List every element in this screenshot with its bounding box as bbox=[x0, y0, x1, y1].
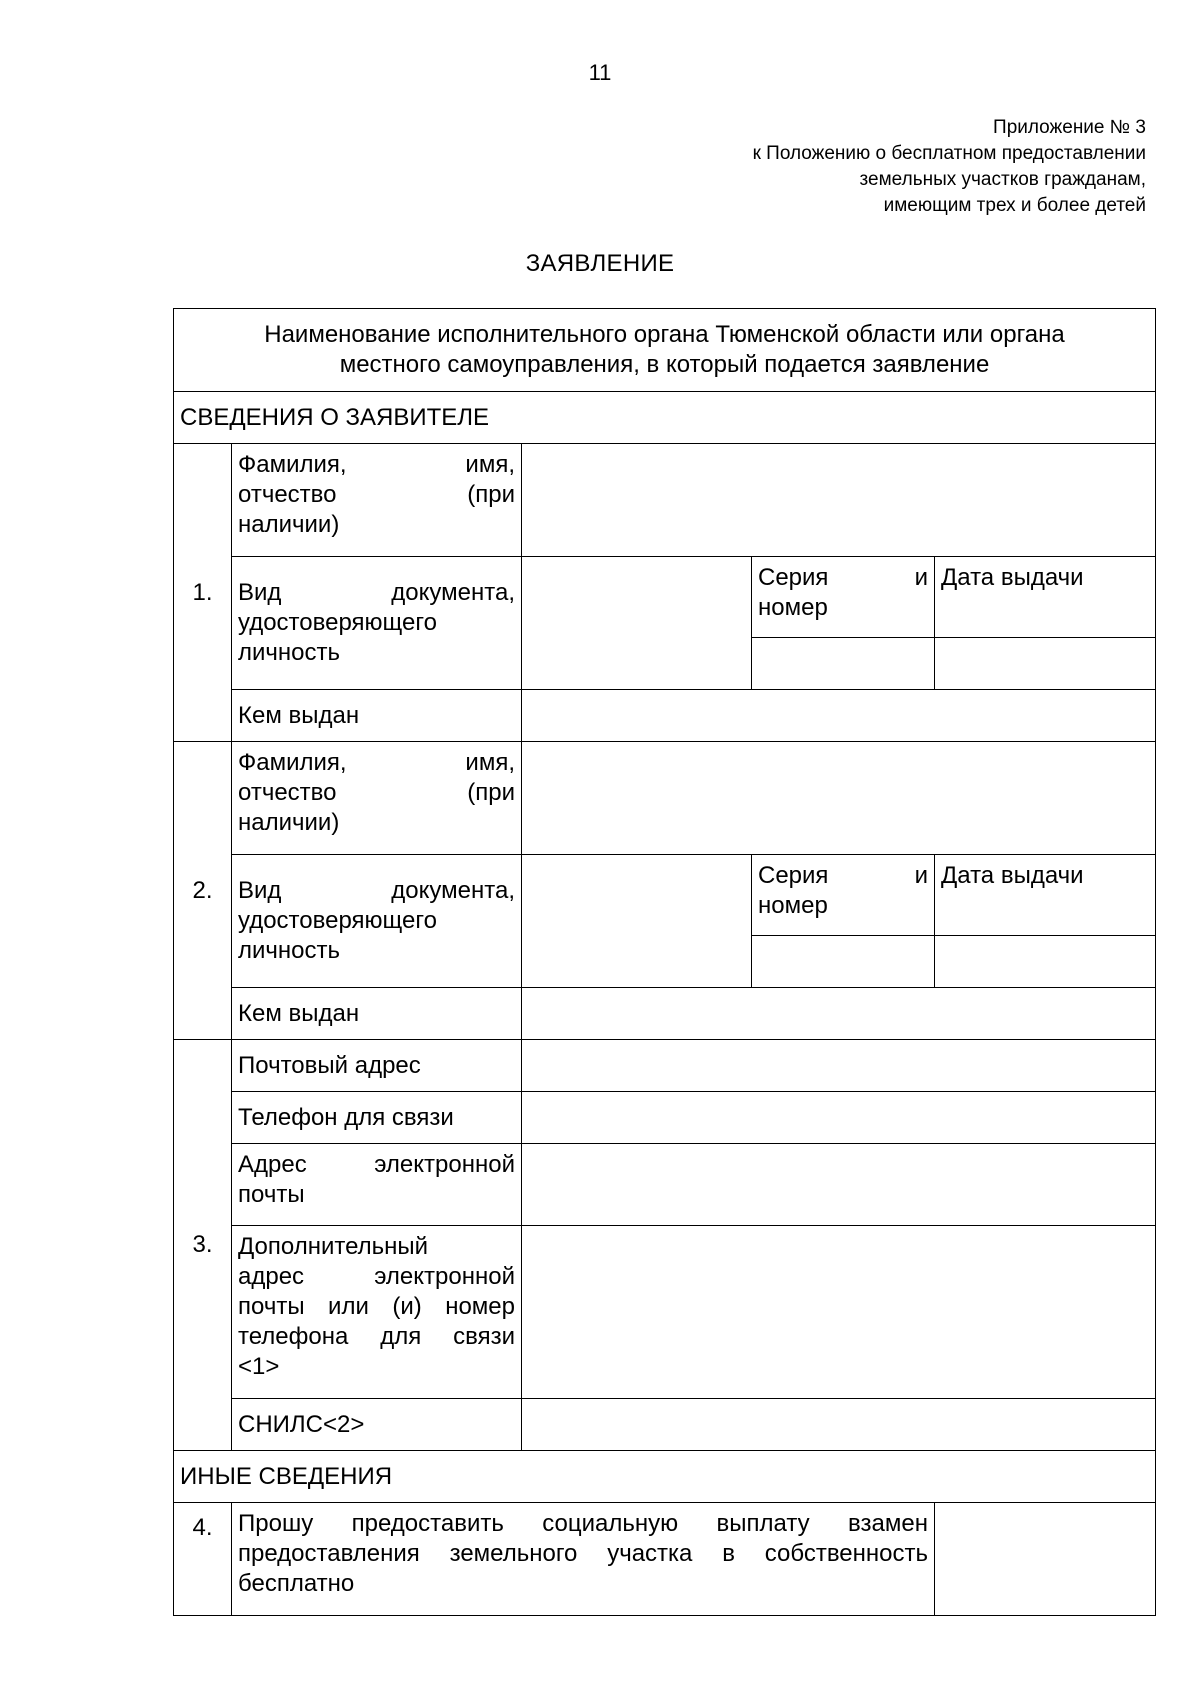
email-input[interactable] bbox=[522, 1144, 1156, 1226]
label-line: Фамилия, имя, bbox=[238, 451, 515, 478]
appendix-line: земельных участков гражданам, bbox=[859, 169, 1146, 190]
label-line: отчество (при bbox=[238, 481, 515, 508]
label-line: наличии) bbox=[238, 809, 340, 836]
email-label bbox=[232, 1144, 522, 1226]
postal-address-label: Почтовый адрес bbox=[232, 1040, 522, 1092]
row-number: 3. bbox=[174, 1040, 232, 1451]
label-line: Вид документа, bbox=[238, 877, 515, 904]
label-line: Фамилия, имя, bbox=[238, 749, 515, 776]
page-number: 11 bbox=[588, 60, 612, 85]
label-line: личность bbox=[238, 639, 341, 666]
label-line: номер bbox=[758, 594, 828, 621]
label-line: номер bbox=[758, 892, 828, 919]
label-line: Серия и bbox=[758, 862, 928, 889]
label-line: Адрес электронной bbox=[238, 1151, 515, 1178]
appendix-line: имеющим трех и более детей bbox=[883, 195, 1146, 216]
label-line: Вид документа, bbox=[238, 579, 515, 606]
series-number-input[interactable] bbox=[752, 936, 935, 988]
label-line: наличии) bbox=[238, 511, 340, 538]
label-line: бесплатно bbox=[238, 1570, 355, 1597]
issue-date-label: Дата выдачи bbox=[935, 557, 1156, 638]
social-payment-request-label bbox=[232, 1503, 935, 1616]
label-line: Прошу предоставить социальную выплату взамен bbox=[238, 1510, 928, 1537]
series-number-label bbox=[752, 855, 935, 936]
label-line: почты или (и) номер bbox=[238, 1293, 515, 1320]
appendix-note bbox=[753, 115, 1146, 219]
issue-date-input[interactable] bbox=[935, 638, 1156, 690]
appendix-line: к Положению о бесплатном предоставлении bbox=[752, 143, 1146, 164]
application-form bbox=[173, 308, 1156, 1616]
fio-input-cell[interactable] bbox=[522, 742, 1156, 855]
label-line: удостоверяющего bbox=[238, 907, 437, 934]
id-document-label bbox=[232, 855, 522, 988]
phone-input[interactable] bbox=[522, 1092, 1156, 1144]
id-document-type-input[interactable] bbox=[522, 557, 752, 690]
other-section-header: ИНЫЕ СВЕДЕНИЯ bbox=[174, 1451, 1156, 1503]
label-line: Серия и bbox=[758, 564, 928, 591]
appendix-line: Приложение № 3 bbox=[993, 117, 1146, 138]
label-line: предоставления земельного участка в собственность bbox=[238, 1540, 928, 1567]
extra-contact-input[interactable] bbox=[522, 1226, 1156, 1399]
fio-label bbox=[232, 444, 522, 557]
label-line: телефона для связи bbox=[238, 1323, 515, 1350]
label-line: удостоверяющего bbox=[238, 609, 437, 636]
series-number-input[interactable] bbox=[752, 638, 935, 690]
postal-address-input[interactable] bbox=[522, 1040, 1156, 1092]
id-document-label bbox=[232, 557, 522, 690]
id-document-type-input[interactable] bbox=[522, 855, 752, 988]
issued-by-label: Кем выдан bbox=[232, 988, 522, 1040]
label-line: личность bbox=[238, 937, 341, 964]
issued-by-input[interactable] bbox=[522, 988, 1156, 1040]
issued-by-label: Кем выдан bbox=[232, 690, 522, 742]
document-title: ЗАЯВЛЕНИЕ bbox=[525, 250, 675, 277]
row-number: 2. bbox=[174, 742, 232, 1040]
social-payment-request-input[interactable] bbox=[935, 1503, 1156, 1616]
row-number: 1. bbox=[174, 444, 232, 742]
authority-header-line: местного самоуправления, в который подается заявление bbox=[339, 351, 990, 378]
snils-input[interactable] bbox=[522, 1399, 1156, 1451]
authority-header-cell[interactable] bbox=[174, 309, 1156, 392]
issue-date-input[interactable] bbox=[935, 936, 1156, 988]
label-line: отчество (при bbox=[238, 779, 515, 806]
authority-header-line: Наименование исполнительного органа Тюменской области или органа bbox=[264, 321, 1065, 348]
issued-by-input[interactable] bbox=[522, 690, 1156, 742]
fio-input-cell[interactable] bbox=[522, 444, 1156, 557]
row-number: 4. bbox=[174, 1503, 232, 1616]
applicant-section-header: СВЕДЕНИЯ О ЗАЯВИТЕЛЕ bbox=[174, 392, 1156, 444]
snils-label: СНИЛС<2> bbox=[232, 1399, 522, 1451]
label-line: адрес электронной bbox=[238, 1263, 515, 1290]
fio-label bbox=[232, 742, 522, 855]
phone-label: Телефон для связи bbox=[232, 1092, 522, 1144]
extra-contact-label bbox=[232, 1226, 522, 1399]
series-number-label bbox=[752, 557, 935, 638]
label-line: почты bbox=[238, 1181, 305, 1208]
label-line: Дополнительный bbox=[238, 1233, 429, 1260]
label-line: <1> bbox=[238, 1353, 280, 1380]
issue-date-label: Дата выдачи bbox=[935, 855, 1156, 936]
